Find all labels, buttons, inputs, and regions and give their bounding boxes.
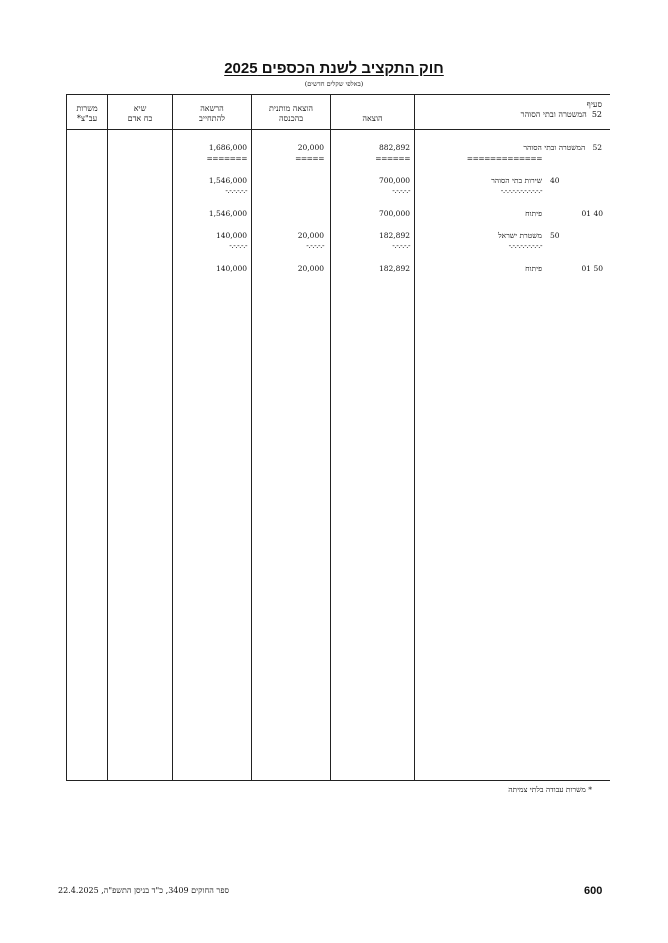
row-expense: 700,000: [378, 209, 410, 218]
table-row-40-01-name: פיתוח: [525, 209, 542, 218]
header-expense: הוצאה: [362, 114, 383, 123]
footnote: * משרות עבודה בלתי צמיתה: [508, 785, 592, 794]
row-commitment: 1,546,000: [208, 176, 247, 185]
header-bottom-border: [66, 129, 610, 130]
row-expense: 882,892: [378, 143, 410, 152]
footer-citation: ספר החוקים 3409, כ"ד בניסן התשפ"ה, 22.4.2025: [58, 886, 230, 895]
row-commitment: 140,000: [215, 264, 247, 273]
page-subtitle: (באלפי שקלים חדשים): [304, 80, 364, 88]
header-section: [416, 100, 602, 120]
section-label: סעיף: [586, 100, 602, 109]
column-divider: [414, 94, 415, 780]
row-underline: ======: [375, 154, 410, 163]
page-title: חוק התקציב לשנת הכספים 2025: [224, 60, 444, 77]
column-divider: [251, 94, 252, 780]
header-commitment: הרשאה להתחייב: [198, 104, 225, 123]
row-code: 50 01: [581, 264, 603, 273]
header-positions: משרות עב"צ*: [76, 104, 98, 123]
row-code: 40: [550, 176, 560, 185]
row-conditional: 20,000: [297, 231, 324, 240]
row-underline: =====: [295, 154, 324, 163]
row-conditional: 20,000: [297, 143, 324, 152]
row-underline: -.-.-.-.-: [392, 186, 410, 195]
header-manpower: שיא כח אדם: [127, 104, 153, 123]
row-underline: -.-.-.-.-.-.-.-.-: [508, 241, 542, 250]
table-row-50-name: משטרת ישראל: [498, 231, 542, 240]
section-heading: 52 המשטרה ובתי הסוהר: [520, 110, 602, 119]
row-expense: 700,000: [378, 176, 410, 185]
row-commitment: 1,546,000: [208, 209, 247, 218]
table-row-52: 52 המשטרה ובתי הסוהר: [523, 143, 602, 152]
row-underline: -.-.-.-.-: [392, 241, 410, 250]
row-expense: 182,892: [378, 231, 410, 240]
row-conditional: 20,000: [297, 264, 324, 273]
row-code: 50: [550, 231, 560, 240]
table-bottom-border: [66, 780, 610, 781]
column-divider: [107, 94, 108, 780]
row-underline: -.-.-.-.-: [306, 241, 324, 250]
page-number: 600: [584, 885, 603, 897]
table-row-40-name: שירות בתי הסוהר: [491, 176, 542, 185]
table-top-border: [66, 94, 610, 95]
row-code: 40 01: [581, 209, 603, 218]
column-divider: [66, 94, 67, 780]
row-underline: -.-.-.-.-.-.-.-.-.-.-: [500, 186, 542, 195]
column-divider: [330, 94, 331, 780]
row-underline: -.-.-.-.-: [229, 241, 247, 250]
row-underline: =======: [206, 154, 247, 163]
row-commitment: 140,000: [215, 231, 247, 240]
row-underline: =============: [466, 154, 542, 163]
column-divider: [172, 94, 173, 780]
table-row-50-01-name: פיתוח: [525, 264, 542, 273]
row-expense: 182,892: [378, 264, 410, 273]
row-underline: -.-.-.-.-.-: [225, 186, 247, 195]
header-conditional: הוצאה מותנית בהכנסה: [268, 104, 314, 123]
row-commitment: 1,686,000: [208, 143, 247, 152]
